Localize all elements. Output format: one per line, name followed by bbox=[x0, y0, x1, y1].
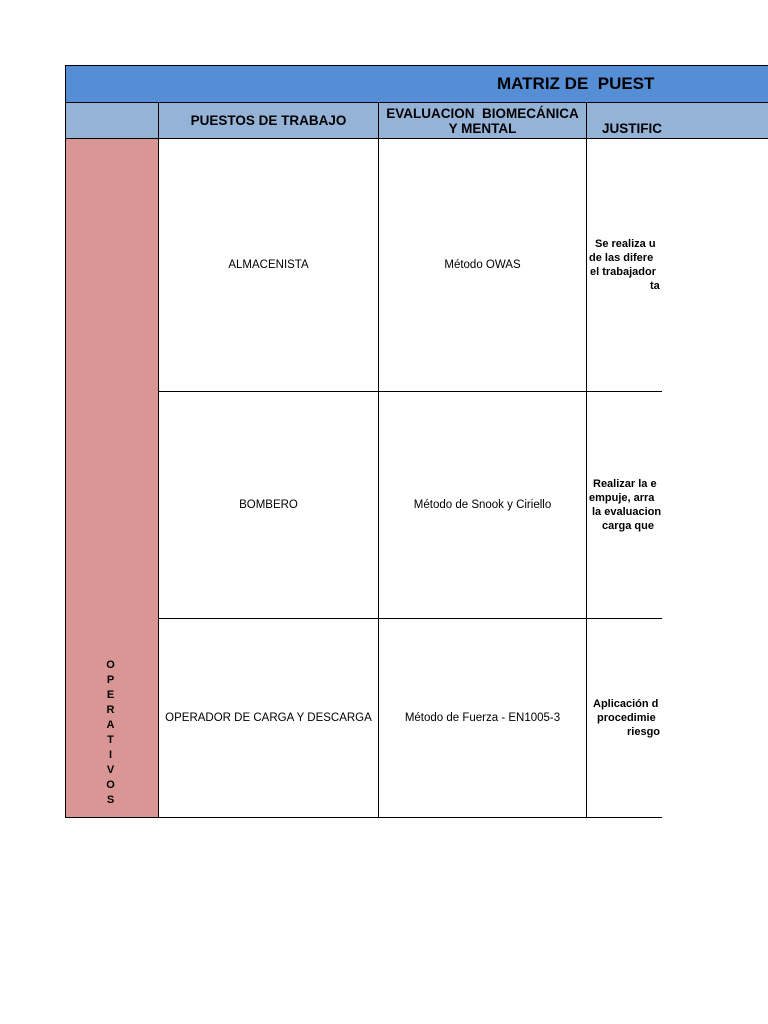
header-cell-blank bbox=[65, 102, 159, 139]
evaluacion-cell bbox=[378, 138, 587, 392]
header-cell-justificacion bbox=[586, 102, 768, 139]
puesto-cell bbox=[158, 138, 379, 392]
justificacion-line: procedimie bbox=[597, 712, 656, 724]
justificacion-text bbox=[587, 237, 662, 293]
puesto-label: ALMACENISTA bbox=[228, 259, 309, 271]
justificacion-cell bbox=[586, 391, 662, 619]
puesto-cell bbox=[158, 618, 379, 818]
title-row bbox=[65, 65, 768, 103]
category-cell bbox=[65, 138, 159, 818]
header-puestos-label: PUESTOS DE TRABAJO bbox=[190, 113, 347, 128]
header-evaluacion-label: EVALUACION BIOMECÁNICA Y MENTAL bbox=[386, 105, 579, 136]
puesto-label: OPERADOR DE CARGA Y DESCARGA bbox=[165, 712, 372, 724]
justificacion-line: Aplicación d bbox=[593, 698, 659, 710]
justificacion-line: riesgo bbox=[627, 726, 661, 738]
justificacion-cell bbox=[586, 618, 662, 818]
header-cell-evaluacion bbox=[378, 102, 587, 139]
header-cell-puestos bbox=[158, 102, 379, 139]
justificacion-line: Realizar la e bbox=[593, 478, 657, 490]
puesto-label: BOMBERO bbox=[239, 499, 298, 511]
justificacion-line: de las difere bbox=[589, 252, 654, 264]
evaluacion-label: Método OWAS bbox=[444, 259, 521, 271]
puesto-cell bbox=[158, 391, 379, 619]
justificacion-line: ta bbox=[650, 280, 660, 292]
justificacion-line: empuje, arra bbox=[589, 492, 655, 504]
justificacion-line: la evaluacion bbox=[592, 506, 662, 518]
evaluacion-label: Método de Snook y Ciriello bbox=[413, 499, 552, 511]
justificacion-text bbox=[587, 477, 662, 533]
justificacion-text bbox=[587, 697, 662, 739]
evaluacion-label: Método de Fuerza - EN1005-3 bbox=[404, 712, 561, 724]
matrix-title: MATRIZ DE PUEST bbox=[497, 74, 655, 93]
justificacion-line: el trabajador bbox=[590, 266, 657, 278]
evaluacion-cell bbox=[378, 618, 587, 818]
header-justificacion-label: JUSTIFIC bbox=[602, 121, 662, 136]
header-justificacion-clip bbox=[587, 103, 662, 138]
justificacion-line: Se realiza u bbox=[595, 238, 656, 250]
justificacion-line: carga que bbox=[602, 520, 654, 532]
evaluacion-cell bbox=[378, 391, 587, 619]
justificacion-cell bbox=[586, 138, 662, 392]
title-clip bbox=[66, 66, 662, 102]
category-label: OPERATIVOS bbox=[106, 659, 115, 806]
